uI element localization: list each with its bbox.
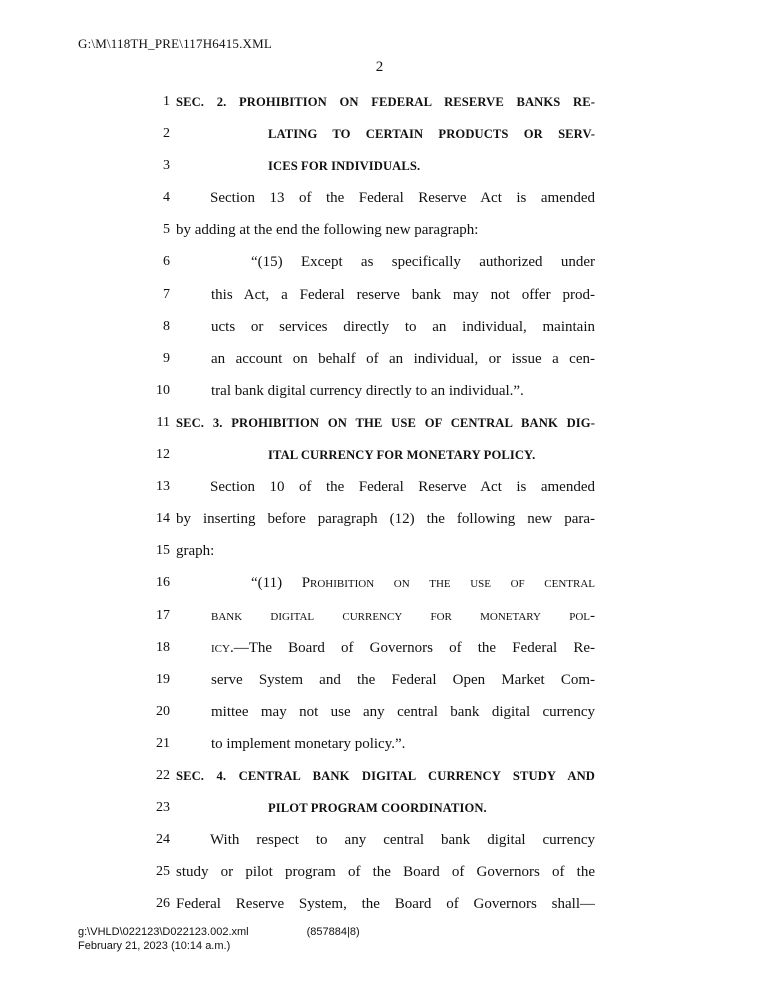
bill-line	[0, 856, 759, 888]
bill-line	[0, 182, 759, 214]
bill-line-text	[211, 600, 595, 632]
line-text-segment: Section 13 of the Federal Reserve Act is amended	[210, 190, 595, 207]
line-text-segment: ucts or services directly to an individual, maintain	[211, 318, 595, 335]
line-text-segment: to implement monetary policy.”.	[211, 735, 406, 752]
bill-line-text	[211, 567, 595, 599]
bill-line-text	[176, 86, 595, 118]
line-number: 17	[156, 607, 170, 623]
line-number: 8	[163, 318, 170, 334]
bill-line	[0, 664, 759, 696]
line-text-segment: serve System and the Federal Open Market Com-	[211, 671, 595, 688]
bill-line	[0, 311, 759, 343]
line-number: 13	[156, 479, 170, 495]
line-text-segment: this Act, a Federal reserve bank may not offer prod-	[211, 286, 595, 303]
small-caps-text: icy.—	[211, 639, 249, 656]
bill-line-text	[211, 664, 595, 696]
bill-line-text	[211, 311, 595, 343]
line-number: 10	[156, 382, 170, 398]
line-text-segment: The Board of Governors of the Federal Re-	[248, 639, 595, 656]
bill-line-text	[176, 824, 595, 856]
bill-line	[0, 792, 759, 824]
line-number: 11	[156, 414, 170, 430]
bill-line	[0, 214, 759, 246]
bill-line	[0, 632, 759, 664]
footer-timestamp: February 21, 2023 (10:14 a.m.)	[78, 939, 231, 952]
line-text-segment: LATING TO CERTAIN PRODUCTS OR SERV-	[268, 127, 595, 142]
header-file-path: G:\M\118TH_PRE\117H6415.XML	[78, 36, 273, 51]
bill-line	[0, 535, 759, 567]
line-number: 14	[156, 511, 170, 527]
small-caps-text: Prohibition on the use of central	[301, 575, 595, 592]
bill-line-text	[211, 728, 595, 760]
line-text-segment: study or pilot program of the Board of Governors of the	[176, 864, 595, 881]
bill-line-text	[268, 439, 595, 471]
line-text-segment: an account on behalf of an individual, or issue a cen-	[211, 350, 595, 367]
bill-line	[0, 824, 759, 856]
line-text-segment: tral bank digital currency directly to an individual.”.	[211, 382, 524, 399]
bill-line-text	[176, 407, 595, 439]
bill-line	[0, 118, 759, 150]
bill-line	[0, 600, 759, 632]
bill-line	[0, 471, 759, 503]
bill-line-text	[268, 150, 595, 182]
bill-line-text	[211, 279, 595, 311]
bill-line	[0, 150, 759, 182]
footer-file-path: g:\VHLD\022123\D022123.002.xml	[78, 926, 249, 938]
line-number: 19	[156, 671, 170, 687]
bill-line-text	[176, 471, 595, 503]
bill-line-text	[268, 792, 595, 824]
line-text-segment: PILOT PROGRAM COORDINATION.	[268, 801, 487, 816]
line-text-segment: SEC. 2. PROHIBITION ON FEDERAL RESERVE BANKS RE-	[176, 95, 595, 109]
line-number: 16	[156, 575, 170, 591]
line-number: 5	[163, 222, 170, 238]
bill-line-text	[176, 503, 595, 535]
bill-line-text	[211, 343, 595, 375]
bill-line	[0, 279, 759, 311]
bill-line	[0, 246, 759, 278]
bill-line-text	[211, 632, 595, 664]
bill-line-text	[176, 214, 595, 246]
line-text-segment: ICES FOR INDIVIDUALS.	[268, 159, 421, 174]
bill-line-text	[176, 888, 595, 920]
bill-line-text	[176, 760, 595, 792]
line-text-segment: graph:	[176, 543, 215, 560]
line-number: 6	[163, 254, 170, 270]
line-number: 7	[163, 286, 170, 302]
bill-line-text	[268, 118, 595, 150]
line-number: 12	[156, 447, 170, 463]
bill-line-text	[211, 375, 595, 407]
line-number: 23	[156, 800, 170, 816]
bill-line	[0, 439, 759, 471]
footer-print-code: (857884|8)	[306, 926, 360, 938]
bill-line	[0, 407, 759, 439]
bill-line	[0, 343, 759, 375]
bill-line	[0, 567, 759, 599]
bill-line-text	[176, 856, 595, 888]
line-text-segment: “(15) Except as specifically authorized under	[251, 254, 595, 271]
page-number: 2	[375, 59, 384, 75]
line-number: 15	[156, 543, 170, 559]
line-text-segment: mittee may not use any central bank digital currency	[211, 703, 595, 720]
bill-line	[0, 375, 759, 407]
line-number: 18	[156, 639, 170, 655]
line-number: 21	[156, 735, 170, 751]
bill-line-text	[176, 182, 595, 214]
bill-line-text	[211, 246, 595, 278]
bill-line-text	[211, 696, 595, 728]
line-number: 26	[156, 896, 170, 912]
line-text-segment: “(11)	[251, 575, 302, 592]
bill-line	[0, 696, 759, 728]
line-number: 22	[156, 767, 170, 783]
line-text-segment: by inserting before paragraph (12) the following new para-	[176, 511, 595, 528]
line-text-segment: ITAL CURRENCY FOR MONETARY POLICY.	[268, 448, 536, 463]
bill-line	[0, 86, 759, 118]
line-text-segment: Section 10 of the Federal Reserve Act is amended	[210, 479, 595, 496]
line-number: 4	[163, 190, 170, 206]
line-number: 20	[156, 703, 170, 719]
line-number: 3	[163, 158, 170, 174]
small-caps-text: bank digital currency for monetary pol-	[211, 607, 595, 624]
line-number: 24	[156, 832, 170, 848]
footer	[78, 926, 360, 953]
bill-line-text	[176, 535, 595, 567]
line-text-segment: With respect to any central bank digital currency	[210, 832, 595, 849]
bill-line	[0, 888, 759, 920]
line-text-segment: SEC. 3. PROHIBITION ON THE USE OF CENTRAL BANK DIG-	[176, 415, 595, 430]
line-number: 9	[163, 350, 170, 366]
line-text-segment: SEC. 4. CENTRAL BANK DIGITAL CURRENCY STUDY AND	[176, 768, 595, 783]
line-number: 2	[163, 126, 170, 142]
line-number: 1	[163, 94, 170, 109]
line-number: 25	[156, 864, 170, 880]
line-text-segment: by adding at the end the following new paragraph:	[176, 222, 479, 239]
line-text-segment: Federal Reserve System, the Board of Governors shall—	[176, 896, 595, 913]
bill-line	[0, 760, 759, 792]
bill-line	[0, 728, 759, 760]
bill-line	[0, 503, 759, 535]
bill-body	[0, 86, 759, 920]
